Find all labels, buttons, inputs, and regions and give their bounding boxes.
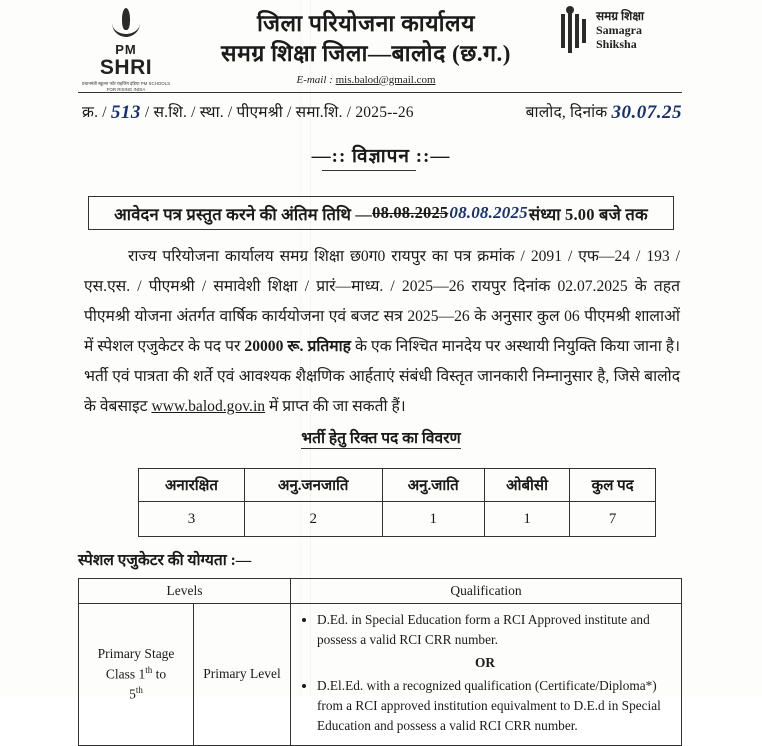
qualification-header-row [79,579,682,604]
reference-date-label: बालोद, दिनांक [525,104,608,121]
vacancy-heading-text: भर्ती हेतु रिक्त पद का विवरण [301,430,461,447]
reference-date [526,100,682,123]
body-line-4a: अनुसार कुल 06 पीएमश्री शालाओं में स्पेशल एजुकेटर के पद पर [84,307,680,355]
samagra-shiksha-mark-icon [558,8,592,54]
qualification-table [78,578,682,746]
vacancy-col-obc: ओबीसी [484,469,569,502]
qualification-col-qualification: Qualification [291,579,682,604]
website-link[interactable]: www.balod.gov.in [151,397,266,415]
office-title-line2: समग्र शिक्षा जिला—बालोद (छ.ग.) [221,40,511,66]
stage-line-2 [83,664,189,684]
pm-shri-emblem-icon [111,8,141,42]
body-paragraph [84,242,680,422]
table-row [139,502,656,537]
body-line-1: राज्य परियोजना कार्यालय समग्र शिक्षा छ0ग0 रायपुर का पत्र क्रमांक / 2091 / [128,248,573,265]
last-date-text-before: आवेदन पत्र प्रस्तुत करने की अंतिम तिथि — [114,204,373,224]
qualification-stage-cell [79,604,194,746]
header-divider [78,92,682,93]
qualification-bullet-list-2 [299,676,671,736]
vacancy-table [138,468,656,537]
stage-line-3 [83,684,189,704]
notice-title: —:: विज्ञापन ::— [311,146,451,167]
vacancy-header-row [139,469,656,502]
qualification-detail-cell [291,604,682,746]
reference-rest: / स.शि. / स्था. / पीएमश्री / समा.शि. / 2025--26 [144,104,414,121]
stage-class-to-sup: th [135,685,143,696]
list-item: • D.Ed. in Special Education form a RCI Approved institute and possess a valid RCI CRR number. [317,610,671,650]
table-row [79,604,682,746]
vacancy-col-total: कुल पद [570,469,656,502]
office-title-line1: जिला परियोजना कार्यालय [257,11,475,36]
pm-shri-logo-subtitle: प्रधानमंत्री स्कूल्स फॉर राइजिंग इंडिया PM SCHOOLS FOR RISING INDIA [81,81,171,92]
last-date-text-after: संध्या 5.00 बजे तक [528,204,648,224]
body-line-3: 02.07.2025 के तहत पीएमश्री योजना अंतर्गत वार्षिक कार्ययोजना एवं बजट सत्र 2025—26 के [84,277,680,325]
reference-date-handwritten: 30.07.25 [611,102,682,123]
vacancy-value-total: 7 [570,502,656,537]
notice-title-underline [322,170,416,171]
body-stipend-amount: 20000 रू. प्रतिमाह [244,337,351,355]
body-line-7-rest: में प्राप्त की जा सकती हैं। [268,397,406,415]
vacancy-value-st: 2 [244,502,382,537]
stage-to-word: to [152,666,167,682]
email-address: mis.balod@gmail.com [335,73,436,86]
stage-class-from-sup: th [145,665,153,676]
stage-line-1: Primary Stage [97,646,175,662]
pm-shri-logo-shri: SHRI [99,56,153,79]
body-line-6: शैक्षणिक आर्हताएं संबंधी विस्तृत जानकारी निम्नानुसार है, जिसे बालोद के वेबसाइट [84,367,680,415]
office-email-line [174,74,558,86]
document-header [78,6,678,90]
reference-number-handwritten: 513 [110,102,141,123]
qualification-level-cell: Primary Level [194,604,291,746]
vacancy-col-sc: अनु.जाति [382,469,484,502]
vacancy-heading [0,426,762,448]
last-date-printed-struck: 08.08.2025 [372,203,449,222]
last-date-box [88,196,674,230]
stage-class-to: 5 [129,686,136,702]
qualification-or-label: OR [475,654,495,670]
pm-shri-logo [78,6,174,92]
last-date-handwritten: 08.08.2025 [449,203,528,222]
list-item: • D.El.Ed. with a recognized qualification (Certificate/Diploma*) from a RCI approved institution equivalment to D.E.d in Special Education and possess a valid RCI CRR number. [317,676,671,736]
qualification-heading: स्पेशल एजुकेटर की योग्यता :— [78,552,252,569]
stage-class-from: Class 1 [105,666,146,682]
vacancy-col-unreserved: अनारक्षित [139,469,245,502]
vacancy-value-sc: 1 [382,502,484,537]
body-line-2: एफ—24 / 193 / एस.एस. / पीएमश्री / समावेशी शिक्षा / प्रारं—माध्य. / 2025—26 रायपुर दिनांक [84,248,680,295]
body-line-4b: के एक [354,337,392,355]
reference-prefix: क्र. / [82,104,107,121]
vacancy-value-obc: 1 [484,502,569,537]
qualification-col-levels: Levels [79,579,291,604]
pm-shri-logo-pm: PM [115,42,137,57]
vacancy-value-unreserved: 3 [139,502,245,537]
samagra-shiksha-english: Samagra Shiksha [596,23,642,51]
office-title-block [174,6,558,86]
email-label: E-mail : [296,73,333,86]
vacancy-col-st: अनु.जनजाति [244,469,382,502]
qualification-bullet-list [299,610,671,650]
reference-row [82,100,682,123]
samagra-shiksha-hindi: समग्र शिक्षा [596,9,645,24]
samagra-shiksha-logo [558,6,678,54]
reference-number [82,100,414,123]
body-line-5: निश्चित मानदेय पर अस्थायी नियुक्ति किया जाना है। भर्ती एवं पात्रता की शर्ते एवं आवश्यक [84,337,680,385]
